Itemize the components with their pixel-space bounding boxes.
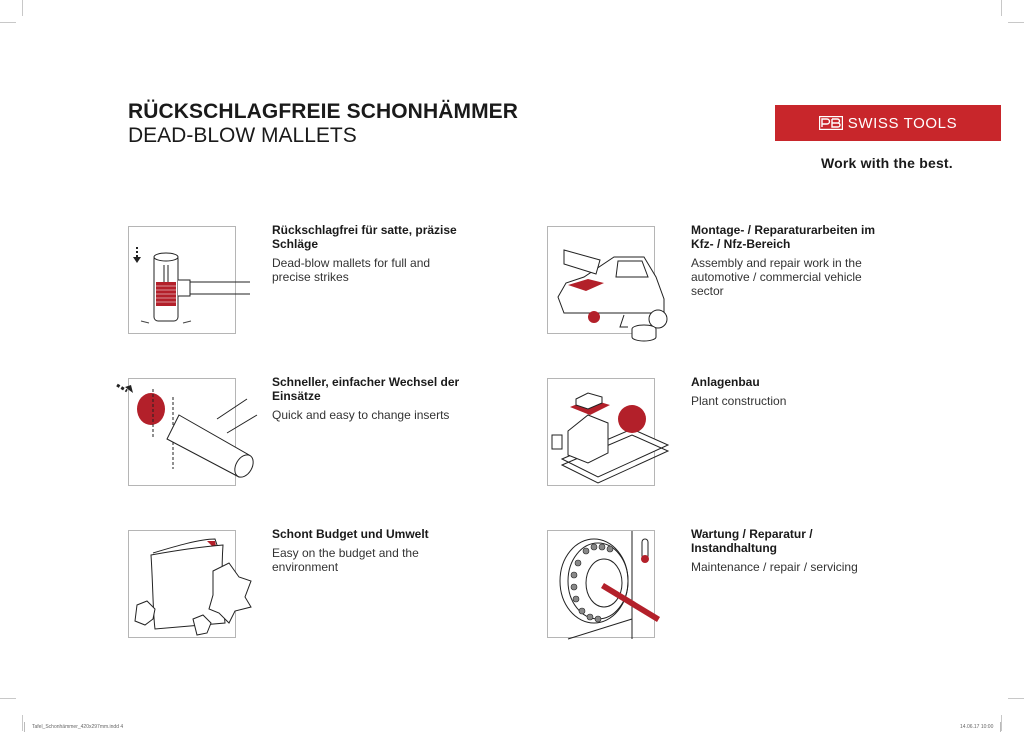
feature-description: Assembly and repair work in the automotive / commercial vehicle sector <box>691 256 862 298</box>
crop-mark <box>1001 0 1002 16</box>
feature-item <box>128 223 488 336</box>
feature-heading: Schont Budget und Umwelt <box>272 527 429 541</box>
feature-description: Dead-blow mallets for full and precise strikes <box>272 256 431 284</box>
crop-mark <box>22 715 23 731</box>
brand-tagline: Work with the best. <box>821 155 953 171</box>
maintenance-flange-icon <box>547 530 655 638</box>
feature-description: Maintenance / repair / servicing <box>691 560 858 574</box>
feature-heading: Montage- / Reparaturarbeiten im Kfz- / Nfz-Bereich <box>691 223 876 251</box>
slug-date: 14.06.17 10:00 <box>960 724 994 730</box>
feature-heading: Anlagenbau <box>691 375 760 389</box>
crop-mark <box>1001 715 1002 731</box>
page-title-german: RÜCKSCHLAGFREIE SCHONHÄMMER <box>128 100 519 123</box>
pb-logo-mark-icon <box>819 116 843 130</box>
title-block <box>128 100 518 148</box>
car-repair-icon <box>547 226 655 334</box>
crop-mark <box>0 22 16 23</box>
slug-divider <box>24 722 25 732</box>
feature-text <box>272 223 472 284</box>
feature-item <box>547 375 907 488</box>
feature-text <box>272 527 472 574</box>
slug-filename: Tafel_Schonhämmer_420x297mm.indd 4 <box>32 724 124 730</box>
brand-logo <box>775 105 1001 141</box>
feature-item <box>547 223 907 336</box>
page-title-english: DEAD-BLOW MALLETS <box>128 124 357 147</box>
feature-text <box>691 223 891 298</box>
feature-heading: Rückschlagfrei für satte, präzise Schläge <box>272 223 457 251</box>
feature-heading: Schneller, einfacher Wechsel der Einsätze <box>272 375 460 403</box>
crop-mark <box>0 698 16 699</box>
wallet-ivy-icon <box>128 530 236 638</box>
feature-description: Plant construction <box>691 394 787 408</box>
feature-item <box>128 527 488 640</box>
feature-text <box>272 375 472 422</box>
insert-change-icon <box>128 378 236 486</box>
crop-mark <box>1008 698 1024 699</box>
feature-heading: Wartung / Reparatur / Instandhaltung <box>691 527 813 555</box>
feature-text <box>691 527 891 574</box>
slug-divider <box>1000 722 1001 732</box>
feature-item <box>547 527 907 640</box>
plant-construction-icon <box>547 378 655 486</box>
feature-text <box>691 375 891 408</box>
feature-item <box>128 375 488 488</box>
crop-mark <box>1008 22 1024 23</box>
feature-description: Easy on the budget and the environment <box>272 546 419 574</box>
dead-blow-mallet-icon <box>128 226 236 334</box>
brand-name: SWISS TOOLS <box>847 114 958 132</box>
crop-mark <box>22 0 23 16</box>
feature-description: Quick and easy to change inserts <box>272 408 450 422</box>
